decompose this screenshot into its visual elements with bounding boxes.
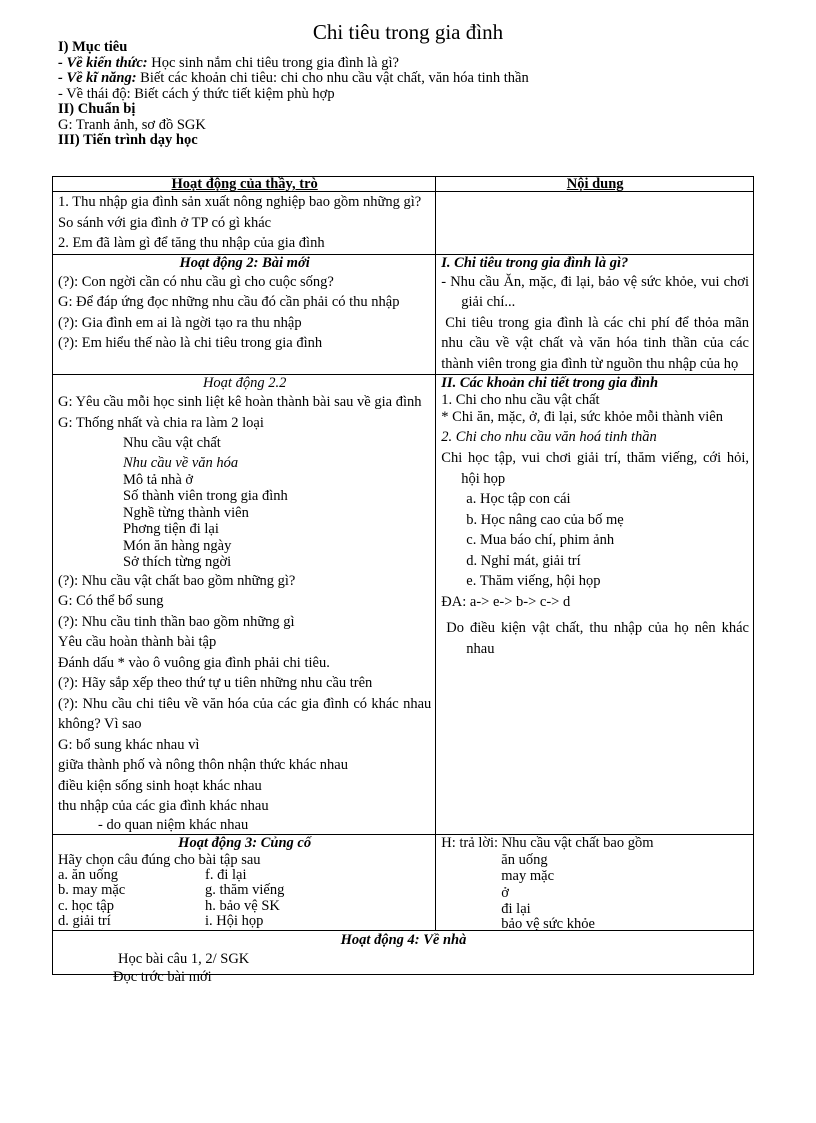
table-row	[53, 834, 754, 930]
list-item: Món ăn hàng ngày	[123, 537, 232, 554]
activity-heading: Hoạt động 4: Về nhà	[340, 931, 467, 948]
list-item: (?): Nhu cầu vật chất bao gồm những gì?	[58, 572, 296, 589]
list-item: đi lại	[501, 901, 531, 917]
list-item: G: Yêu cầu mỗi học sinh liệt kê hoàn thành bài sau về gia đình	[58, 394, 422, 410]
list-item: ăn uống	[501, 851, 548, 868]
table-row	[53, 375, 754, 835]
list-item: - Nhu cầu Ăn, mặc, đi lại, bảo vệ sức khỏe, vui chơi giải chí...	[441, 273, 749, 310]
objective-skill-label: - Về kĩ năng:	[58, 70, 137, 86]
list-item: ở	[501, 884, 509, 901]
row5-cell	[53, 930, 754, 985]
option: g. thăm viếng	[205, 882, 285, 898]
header-right-cell	[436, 177, 754, 192]
list-item: c. Mua báo chí, phim ảnh	[466, 532, 615, 548]
row3-left	[53, 375, 436, 835]
list-item: (?): Nhu cầu chi tiêu về văn hóa của các gia đình có khác nhau không? Vì sao	[58, 695, 432, 732]
answer-order: ĐA: a-> e-> b-> c-> d	[441, 593, 571, 610]
objective-skill-text: Biết các khoản chi tiêu: chi cho nhu cầu vật chất, văn hóa tinh thần	[136, 70, 529, 86]
preparation-text: G: Tranh ảnh, sơ đồ SGK	[58, 116, 206, 133]
category-label: Nhu cầu về văn hóa	[123, 454, 239, 471]
content-heading: II. Các khoản chi tiết trong gia đình	[441, 375, 659, 391]
explanation-note: Do điều kiện vật chất, thu nhập của họ nên khác nhau	[446, 620, 749, 657]
table-header-row	[53, 177, 754, 192]
option: f. đi lại	[205, 866, 247, 883]
definition-paragraph: Chi tiêu trong gia đình là các chi phí để thỏa mãn nhu cầu về vật chất và văn hóa tinh thần của các thành viên trong gia đình từ nguồn thu nhập của họ	[441, 314, 749, 372]
list-item: 1. Thu nhập gia đình sản xuất nông nghiệp bao gồm những gì?	[58, 194, 422, 210]
option-row	[58, 913, 431, 929]
content-heading: I. Chi tiêu trong gia đình là gì?	[441, 254, 629, 271]
list-item: (?): Gia đình em ai là ngời tạo ra thu nhập	[58, 314, 302, 331]
activity-heading: Hoạt động 2.2	[202, 375, 287, 391]
list-item: giữa thành phố và nông thôn nhận thức khác nhau	[58, 757, 348, 773]
list-item: a. Học tập con cái	[466, 491, 571, 507]
list-item: - do quan niệm khác nhau	[98, 816, 249, 833]
option: d. giải trí	[58, 913, 111, 929]
list-item: b. Học nâng cao của bố mẹ	[466, 511, 624, 528]
lesson-table	[52, 176, 754, 985]
list-item: So sánh với gia đình ở TP có gì khác	[58, 214, 272, 231]
list-item: bảo vệ sức khỏe	[501, 915, 595, 932]
objective-knowledge-text: Học sinh nắm chi tiêu trong gia đình là gì?	[147, 54, 399, 71]
list-item: G: Để đáp ứng đọc những nhu cầu đó cần phải có thu nhập	[58, 294, 400, 310]
list-item: 2. Em đã làm gì để tăng thu nhập của gia đình	[58, 235, 325, 251]
list-item: thu nhập của các gia đình khác nhau	[58, 798, 269, 814]
list-item: Nghề từng thành viên	[123, 504, 249, 521]
list-item: e. Thăm viếng, hội họp	[466, 573, 601, 589]
list-item: Số thành viên trong gia đình	[123, 488, 288, 504]
option: c. học tập	[58, 897, 114, 914]
objective-attitude: - Về thái độ: Biết cách ý thức tiết kiệm phù hợp	[58, 85, 335, 102]
option: a. ăn uống	[58, 866, 118, 883]
option: i. Hội họp	[205, 913, 264, 929]
option-row	[58, 868, 431, 884]
table-row	[53, 930, 754, 974]
option: b. may mặc	[58, 882, 126, 898]
list-item: 1. Chi cho nhu cầu vật chất	[441, 392, 600, 408]
list-item: Chi học tập, vui chơi giải trí, thăm viếng, cới hỏi, hội họp	[441, 450, 749, 487]
answer-intro: H: trả lời: Nhu cầu vật chất bao gồm	[441, 834, 654, 851]
page-title: Chi tiêu trong gia đình	[312, 20, 504, 44]
row4-left	[53, 834, 436, 930]
homework-line: Đọc trớc bài mới	[113, 968, 212, 985]
exercise-prompt: Hãy chọn câu đúng cho bài tập sau	[58, 851, 261, 868]
list-item: (?): Em hiểu thế nào là chi tiêu trong gia đình	[58, 335, 323, 351]
list-item: may mặc	[501, 868, 555, 884]
table-row	[53, 254, 754, 375]
list-item: Phơng tiện đi lại	[123, 521, 219, 537]
header-right: Nội dung	[566, 176, 624, 192]
row3-right	[436, 375, 754, 835]
list-item: G: bổ sung khác nhau vì	[58, 736, 200, 753]
activity-heading: Hoạt động 3: Củng cố	[178, 834, 312, 851]
list-item: d. Nghỉ mát, giải trí	[466, 552, 581, 569]
row1-right	[436, 192, 754, 255]
list-item: (?): Hãy sắp xếp theo thứ tự u tiên những nhu cầu trên	[58, 675, 373, 691]
objective-knowledge-label: - Về kiến thức:	[58, 54, 148, 71]
lesson-header	[58, 40, 529, 149]
row2-left	[53, 254, 436, 375]
section-heading-tien-trinh: III) Tiến trình dạy học	[58, 132, 198, 148]
content-subheading: 2. Chi cho nhu cầu văn hoá tinh thần	[441, 429, 657, 445]
objective-skill	[58, 71, 529, 87]
list-item: Đánh dấu * vào ô vuông gia đình phải chi tiêu.	[58, 654, 330, 671]
section-heading-muc-tieu: I) Mục tiêu	[58, 39, 128, 55]
section-heading-chuan-bi: II) Chuẩn bị	[58, 101, 136, 117]
category-label: Nhu cầu vật chất	[123, 435, 221, 451]
header-left-cell	[53, 177, 436, 192]
homework-line: Học bài câu 1, 2/ SGK	[118, 950, 250, 967]
list-item: * Chi ăn, mặc, ở, đi lại, sức khỏe mỗi thành viên	[441, 409, 723, 425]
list-item: Mô tả nhà ở	[123, 471, 194, 488]
row2-right	[436, 254, 754, 375]
table-row	[53, 192, 754, 255]
option-row	[58, 883, 431, 899]
row1-left	[53, 192, 436, 255]
row4-right	[436, 834, 754, 930]
list-item: Yêu cầu hoàn thành bài tập	[58, 634, 217, 650]
list-item: Sở thích từng ngời	[123, 554, 232, 570]
objective-knowledge	[58, 56, 529, 72]
option: h. bảo vệ SK	[205, 897, 280, 914]
list-item: (?): Nhu cầu tinh thần bao gồm những gì	[58, 613, 295, 630]
header-left: Hoạt động của thầy, trò	[171, 176, 318, 192]
list-item: (?): Con ngời cần có nhu cầu gì cho cuộc sống?	[58, 273, 334, 290]
list-item: G: Thống nhất và chia ra làm 2 loại	[58, 414, 264, 431]
option-row	[58, 899, 431, 915]
list-item: G: Có thể bổ sung	[58, 593, 164, 609]
activity-heading: Hoạt động 2: Bài mới	[179, 254, 310, 271]
list-item: điều kiện sống sinh hoạt khác nhau	[58, 777, 262, 794]
